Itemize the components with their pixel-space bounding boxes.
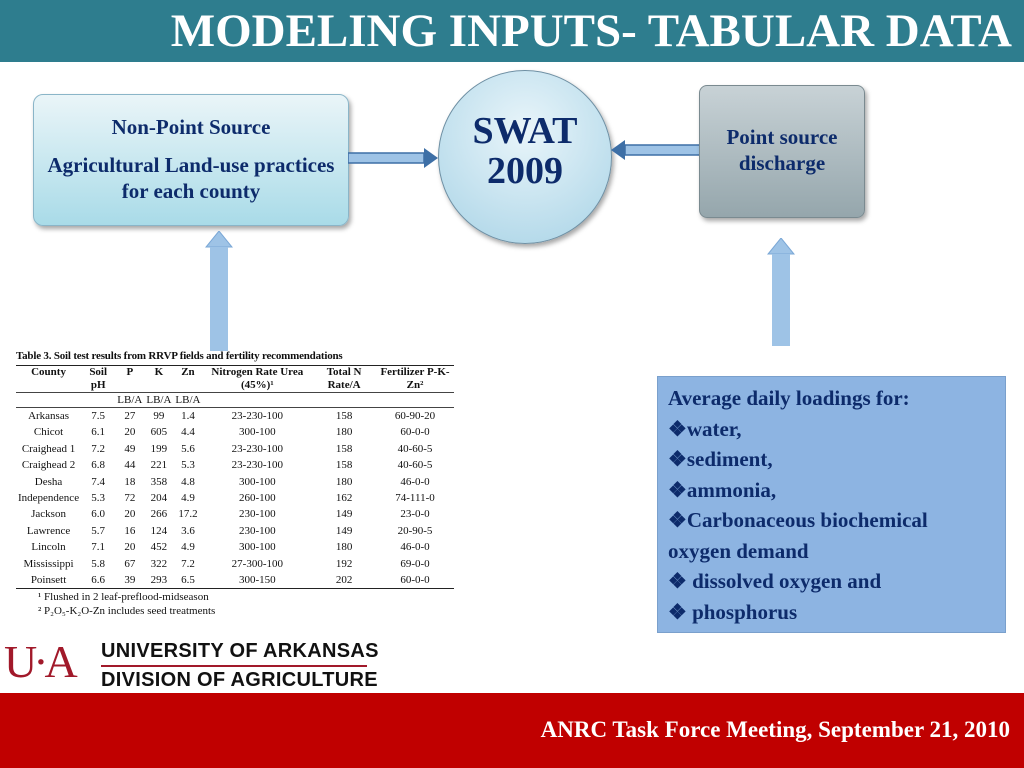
table-cell: 180	[335, 426, 353, 439]
table-cell: 221	[150, 459, 168, 472]
table-row	[16, 572, 454, 589]
table-row	[16, 457, 454, 473]
point-source-line1: Point source	[726, 125, 838, 149]
table-cell: 23-230-100	[231, 410, 283, 422]
table-cell: Independence	[18, 492, 80, 505]
table-cell: 72	[124, 492, 136, 505]
table-cell: 452	[150, 541, 168, 554]
table-cell: 40-60-5	[397, 459, 433, 472]
loadings-item: ❖ammonia,	[668, 477, 777, 502]
table-cell: 230-100	[238, 524, 276, 537]
point-source-line2: discharge	[738, 151, 826, 175]
loadings-item: ❖sediment,	[668, 447, 773, 471]
point-source-box	[699, 85, 865, 218]
table-cell: 46-0-0	[400, 541, 430, 554]
table-cell: 230-100	[238, 508, 276, 521]
table-cell: 7.5	[91, 410, 106, 422]
swat-label: SWAT	[472, 110, 578, 152]
table-cell: 60-90-20	[394, 410, 436, 422]
table-cell: 6.0	[91, 508, 106, 521]
table-cell: 124	[150, 524, 168, 537]
table-cell: 149	[335, 508, 353, 521]
table-cell: 4.4	[181, 426, 195, 439]
table-cell: 40-60-5	[397, 442, 433, 455]
table-cell: 46-0-0	[400, 475, 430, 488]
table-cell: 4.8	[181, 475, 195, 488]
left-arrow-icon	[611, 138, 701, 162]
table-cell: 5.8	[91, 557, 106, 570]
table-cell: 20	[124, 508, 136, 521]
table-cell: 300-100	[238, 475, 276, 488]
table-cell: 266	[150, 508, 168, 521]
table-notes	[16, 590, 456, 618]
table-caption: Table 3. Soil test results from RRVP fields and fertility recommendations	[16, 350, 343, 362]
table-cell: Lincoln	[31, 541, 66, 554]
up-arrow-icon	[767, 238, 795, 346]
table-cell: Craighead 1	[21, 442, 76, 455]
table-cell: 23-0-0	[400, 508, 430, 521]
table-cell: 162	[335, 492, 353, 505]
table-cell: 199	[150, 442, 168, 455]
table-row	[16, 539, 454, 555]
table-cell: 202	[312, 572, 376, 589]
table-cell: 27-300-100	[231, 557, 283, 570]
loadings-item: ❖ dissolved oxygen and	[668, 569, 882, 593]
table-cell: Jackson	[31, 508, 66, 521]
table-cell: 20-90-5	[397, 524, 433, 537]
table-cell: Arkansas	[28, 410, 69, 422]
footer-bar	[0, 693, 1024, 768]
ua-logo-mark: U·A	[4, 636, 74, 687]
logo-university-name: UNIVERSITY OF ARKANSAS	[101, 640, 379, 662]
column-header: County	[16, 366, 81, 393]
up-arrow-icon	[205, 231, 233, 351]
table-cell: 293	[144, 572, 173, 589]
table-cell: 7.2	[181, 557, 195, 570]
table-cell: 99	[153, 410, 165, 422]
table-cell: 158	[335, 410, 353, 422]
table-cell: Craighead 2	[21, 459, 76, 472]
loadings-item: oxygen demand	[668, 538, 809, 563]
table-cell: 158	[335, 442, 353, 455]
table-cell: 6.1	[91, 426, 106, 439]
column-header: P	[115, 366, 144, 393]
table-cell: 16	[124, 524, 136, 537]
table-cell: Lawrence	[26, 524, 71, 537]
units-row	[16, 393, 454, 408]
column-header: Fertilizer P-K-Zn²	[376, 366, 454, 393]
table-cell: 5.7	[91, 524, 106, 537]
table-cell: 18	[124, 475, 136, 488]
non-point-source-title: Non-Point Source	[111, 115, 271, 139]
table-row	[16, 506, 454, 522]
table-footnote: ¹ Flushed in 2 leaf-preflood-midseason	[38, 591, 209, 604]
table-cell: 322	[150, 557, 168, 570]
university-logo	[4, 630, 379, 692]
table-cell: 260-100	[238, 492, 276, 505]
table-cell: 23-230-100	[231, 442, 283, 455]
table-cell: Chicot	[33, 426, 64, 439]
table-cell: 6.5	[173, 572, 202, 589]
table-cell: 4.9	[181, 541, 195, 554]
table-cell: 1.4	[181, 410, 195, 422]
loadings-item: ❖Carbonaceous biochemical	[668, 508, 928, 532]
table-cell: 20	[124, 541, 136, 554]
table-cell: 5.3	[181, 459, 195, 472]
unit-label: LB/A	[175, 394, 201, 406]
table-row	[16, 556, 454, 572]
table-row	[16, 408, 454, 425]
non-point-source-body: Agricultural Land-use practices for each county	[47, 153, 335, 203]
table-cell: 60-0-0	[376, 572, 454, 589]
table-cell: 20	[124, 426, 136, 439]
table-cell: 180	[335, 475, 353, 488]
table-cell: 7.1	[91, 541, 106, 554]
table-cell: 27	[124, 410, 136, 422]
table-cell: 6.6	[81, 572, 115, 589]
table-cell: 23-230-100	[231, 459, 283, 472]
table-cell: 74-111-0	[395, 492, 435, 505]
table-cell: 300-100	[238, 426, 276, 439]
table-cell: 204	[150, 492, 168, 505]
table-cell: 358	[150, 475, 168, 488]
soil-test-table	[16, 350, 456, 618]
table-cell: 3.6	[181, 524, 195, 537]
table-footnote: ² P₂O₅-K₂O-Zn includes seed treatments	[38, 605, 216, 618]
table-cell: 180	[335, 541, 353, 554]
swat-circle	[438, 70, 612, 244]
non-point-source-box	[33, 94, 349, 226]
table-cell: 300-100	[238, 541, 276, 554]
table-cell: 158	[335, 459, 353, 472]
column-header: K	[144, 366, 173, 393]
table-cell: 149	[335, 524, 353, 537]
title-bar	[0, 0, 1024, 62]
slide-title: MODELING INPUTS- TABULAR DATA	[170, 5, 1012, 57]
table-row	[16, 474, 454, 490]
logo-divider	[101, 665, 367, 667]
table-cell: Desha	[34, 475, 63, 488]
loadings-item: ❖ phosphorus	[668, 599, 798, 624]
unit-label: LB/A	[146, 394, 172, 406]
table-row	[16, 424, 454, 440]
table-cell: 60-0-0	[400, 426, 430, 439]
table-cell: 44	[124, 459, 136, 472]
table-cell: 4.9	[181, 492, 195, 505]
loadings-box	[657, 376, 1006, 633]
table-cell: 69-0-0	[400, 557, 430, 570]
loadings-heading: Average daily loadings for:	[668, 386, 910, 410]
table-cell: 5.3	[91, 492, 106, 505]
table-row	[16, 523, 454, 539]
table-cell: 49	[124, 442, 136, 455]
table-cell: 67	[124, 557, 136, 570]
column-header: Zn	[173, 366, 202, 393]
column-header: Total N Rate/A	[312, 366, 376, 393]
table-cell: 7.2	[91, 442, 106, 455]
right-arrow-icon	[348, 146, 440, 170]
table-row	[16, 441, 454, 457]
table-cell: 605	[150, 426, 168, 439]
table-row	[16, 490, 454, 506]
swat-version: 2009	[487, 150, 563, 192]
logo-division-name: DIVISION OF AGRICULTURE	[101, 669, 378, 691]
table-cell: 17.2	[178, 508, 198, 521]
table-cell: Mississippi	[23, 557, 74, 570]
column-header: Soil pH	[81, 366, 115, 393]
unit-label: LB/A	[117, 394, 143, 406]
table-cell: 39	[115, 572, 144, 589]
table-cell: 192	[335, 557, 353, 570]
table-cell: 6.8	[91, 459, 106, 472]
table-cell: 7.4	[91, 475, 106, 488]
table-cell: Poinsett	[16, 572, 81, 589]
footer-text: ANRC Task Force Meeting, September 21, 2010	[540, 717, 1010, 742]
loadings-item: ❖water,	[668, 416, 742, 441]
column-header: Nitrogen Rate Urea (45%)¹	[202, 366, 312, 393]
table-cell: 5.6	[181, 442, 195, 455]
table-cell: 300-150	[202, 572, 312, 589]
